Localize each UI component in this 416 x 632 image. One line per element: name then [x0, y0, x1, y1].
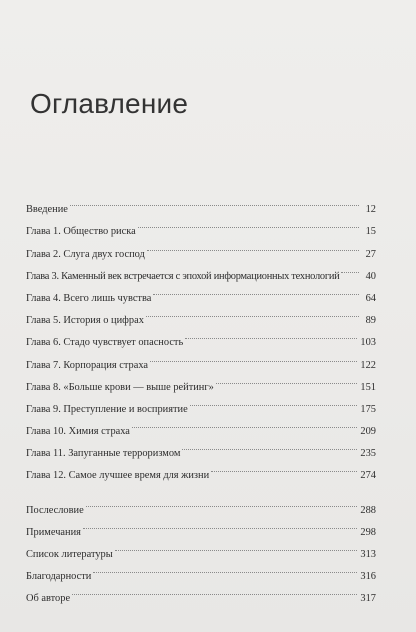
toc-entry-title: Об авторе	[26, 593, 71, 605]
toc-entry-title: Глава 3. Каменный век встречается с эпохой информационных технологий	[26, 270, 340, 282]
toc-back-matter-entry	[26, 490, 376, 516]
dot-leader	[132, 412, 357, 434]
toc-entry-title: Глава 9. Преступление и восприятие	[26, 403, 188, 415]
toc-entry-title: Примечания	[26, 526, 81, 538]
dot-leader	[211, 456, 357, 478]
toc-entry-title: Глава 7. Корпорация страха	[26, 359, 149, 371]
dot-leader	[146, 301, 359, 323]
toc-entry-title: Глава 8. «Больше крови — выше рейтинг»	[26, 381, 214, 393]
toc-entry-title: Глава 12. Самое лучшее время для жизни	[26, 470, 210, 482]
toc-entry-page: 316	[360, 571, 376, 583]
toc-entry-title: Глава 5. История о цифрах	[26, 315, 144, 327]
dot-leader	[70, 190, 359, 212]
dot-leader	[153, 279, 359, 301]
dot-leader	[216, 368, 358, 390]
dot-leader	[83, 513, 357, 535]
dot-leader	[138, 212, 359, 234]
toc-entry-page: 89	[365, 315, 376, 327]
toc-entry-page: 64	[365, 292, 376, 304]
toc-entry-title: Глава 4. Всего лишь чувства	[26, 292, 152, 304]
toc-entry-title: Благодарности	[26, 571, 92, 583]
toc-entry	[26, 212, 376, 238]
toc-entry-title: Послесловие	[26, 504, 84, 516]
toc-entry-page: 15	[365, 226, 376, 238]
toc-entry-title: Список литературы	[26, 549, 113, 560]
dot-leader	[115, 535, 358, 557]
toc-entry-title: Глава 6. Стадо чувствует опасность	[26, 337, 184, 349]
toc-entry-page: 274	[360, 470, 376, 482]
toc-entry	[26, 190, 376, 216]
toc-entry-page: 151	[360, 381, 376, 393]
dot-leader	[190, 390, 358, 412]
dot-leader	[147, 234, 359, 256]
table-of-contents	[26, 190, 376, 605]
toc-back-matter-entry	[26, 579, 376, 605]
toc-entry-page: 12	[365, 204, 376, 216]
toc-entry-title: Введение	[26, 204, 68, 216]
dot-leader	[72, 579, 357, 601]
toc-entry-page: 175	[360, 403, 376, 415]
dot-leader	[182, 434, 357, 456]
toc-entry-title: Глава 1. Общество риска	[26, 226, 136, 238]
toc-entry-title: Глава 11. Запуганные терроризмом	[26, 448, 181, 460]
toc-entry-page: 288	[360, 504, 376, 516]
page-title: Оглавление	[30, 88, 189, 119]
toc-entry-page: 317	[360, 593, 376, 605]
toc-entry-page: 40	[365, 270, 376, 282]
toc-entry-page: 235	[360, 448, 376, 460]
dot-leader	[93, 557, 357, 579]
dot-leader	[150, 345, 357, 367]
toc-entry-title: Глава 2. Слуга двух господ	[26, 248, 145, 260]
dot-leader	[341, 257, 359, 279]
toc-entry-page: 209	[360, 426, 376, 438]
toc-entry-page: 313	[360, 549, 376, 560]
toc-entry-title: Глава 10. Химия страха	[26, 426, 130, 438]
toc-entry-page: 298	[360, 526, 376, 538]
dot-leader	[185, 323, 357, 345]
dot-leader	[86, 490, 358, 512]
toc-entry-page: 103	[360, 337, 376, 349]
toc-entry-page: 122	[360, 359, 376, 371]
toc-entry-page: 27	[365, 248, 376, 260]
